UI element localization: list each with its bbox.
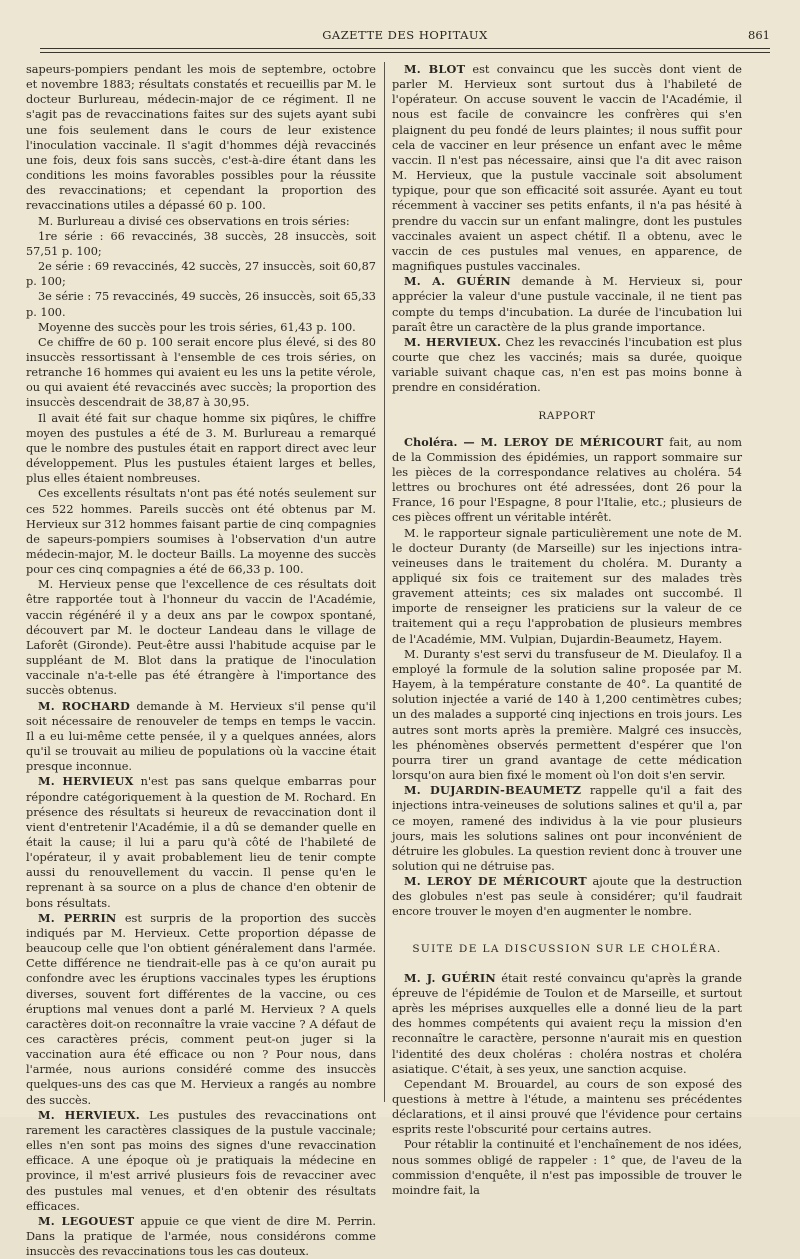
paragraph <box>392 1077 742 1138</box>
paragraph-text: 2e série : 69 revaccinés, 42 succès, 27 insuccès, soit 60,87 p. 100; <box>26 260 376 289</box>
paragraph-text: 3e série : 75 revaccinés, 49 succès, 26 insuccès, soit 65,33 p. 100. <box>26 290 376 319</box>
paragraph <box>26 62 376 214</box>
paragraph-text: Les pustules des revaccinations ont rarement les caractères classiques de la pustule vaccinale; elles n'en sont pas moins des signes d'une revaccination efficace. A une époque où je pratiquais la médecine en province, il m'est arrivé plusieurs fois de revacciner avec des pustules mal venues, et d'en obtenir des résultats efficaces. <box>26 1108 376 1213</box>
paragraph-text: M. le rapporteur signale particulièrement une note de M. le docteur Duranty (de Marseille) sur les injections intra-veineuses dans le traitement du choléra. M. Duranty a appliqué six fois ce traitement sur des malades très gravement atteints; ces six malades ont succombé. Il importe de renseigner les praticiens sur la valeur de ce traitement qui a reçu l'approbation de plusieurs membres de l'Académie, MM. Vulpian, Dujardin-Beaumetz, Hayem. <box>392 526 742 646</box>
paragraph-text: Ces excellents résultats n'ont pas été notés seulement sur ces 522 hommes. Pareils succès ont été obtenus par M. Hervieux sur 312 hommes faisant partie de cinq compagnies de sapeurs-pompiers soumises à l'observation d'un autre médecin-major, M. le docteur Baills. La moyenne des succès pour ces cinq compagnies a été de 66,33 p. 100. <box>26 487 376 577</box>
paragraph <box>26 1214 376 1259</box>
paragraph <box>26 911 376 1108</box>
speaker-name: M. LEROY DE MÉRICOURT <box>480 434 664 449</box>
paragraph-text: M. Hervieux pense que l'excellence de ces résultats doit être rapportée tout à l'honneur du vaccin de l'Académie, vaccin régénéré il y a deux ans par le cowpox spontané, découvert par M. le docteur Landeau dans le village de Laforêt (Gironde). Peut-être aussi l'habitude acquise par le suppléant de M. Blot dans la pratique de l'inoculation vaccinale n'a-t-elle pas été étrangère à l'importance des succès obtenus. <box>26 578 376 698</box>
paragraph <box>392 1137 742 1198</box>
speaker-name: M. A. GUÉRIN <box>404 274 511 289</box>
page-header <box>40 24 770 46</box>
speaker-name: M. PERRIN <box>38 910 117 925</box>
speaker-name: M. HERVIEUX. <box>38 1107 140 1122</box>
speaker-name: M. HERVIEUX. <box>404 334 502 349</box>
paragraph <box>392 526 742 647</box>
paragraph-text: Cependant M. Brouardel, au cours de son exposé des questions à mettre à l'étude, a maintenu ses précédentes déclarations, et il ainsi prouvé que l'évidence pour certains esprits reste l'obscurité pour certains autres. <box>392 1077 742 1137</box>
paragraph-text: Chez les revaccinés l'incubation est plus courte que chez les vaccinés; mais sa durée, quoique variable suivant chaque cas, n'en est pas moins bonne à prendre en considération. <box>392 335 742 395</box>
paragraph <box>26 699 376 775</box>
paragraph-text: Pour rétablir la continuité et l'enchaînement de nos idées, nous sommes obligé de rappeler : 1° que, de l'aveu de la commission d'enquête, il n'est pas impossible de trouver le moindre fait, la <box>392 1138 742 1197</box>
section-heading: SUITE DE LA DISCUSSION SUR LE CHOLÉRA. <box>412 942 722 955</box>
paragraph <box>392 647 742 783</box>
paragraph <box>26 320 376 335</box>
paragraph <box>392 274 742 335</box>
paragraph-text: demande à M. Hervieux s'il pense qu'il soit nécessaire de renouveler de temps en temps le vaccin. Il a eu lui-même cette pensée, il y a quelques années, alors qu'il se trouvait au milieu de populations où la vaccine était presque inconnue. <box>26 699 376 774</box>
paragraph-text: Il avait été fait sur chaque homme six piqûres, le chiffre moyen des pustules a été de 3. M. Burlureau a remarqué que le nombre des pustules était en rapport direct avec leur développement. Plus les pustules étaient larges et belles, plus elles étaient nombreuses. <box>26 411 376 486</box>
section-heading: RAPPORT <box>538 410 596 423</box>
speaker-name: M. BLOT <box>404 62 466 76</box>
speaker-name: M. LEGOUEST <box>38 1213 135 1228</box>
speaker-name: M. HERVIEUX <box>38 774 134 789</box>
paragraph-text: M. Duranty s'est servi du transfuseur de M. Dieulafoy. Il a employé la formule de la solution saline proposée par M. Hayem, à la température constante de 40°. La quantité de solution injectée a varié de 140 à 1,200 centimètres cubes; un des malades a supporté cinq injections en trois jours. Les autres sont morts après la première. Malgré ces insuccès, les phénomènes observés permettent d'espérer que l'on pourra tirer un grand avantage de cette médication lorsqu'on aura bien fixé le moment où l'on doit s'en servir. <box>392 647 742 783</box>
paragraph <box>392 783 742 874</box>
paragraph <box>26 289 376 319</box>
speaker-name: M. J. GUÉRIN <box>404 970 496 985</box>
paragraph <box>26 229 376 259</box>
paragraph <box>392 874 742 919</box>
paragraph-text: est convaincu que les succès dont vient de parler M. Hervieux sont surtout dus à l'habileté de l'opérateur. On accuse souvent le vaccin de l'Académie, il nous est facile de convaincre les confrères qui s'en plaignent du peu fondé de leurs plaintes; il nous suffit pour cela de vacciner en leur présence un enfant avec le même vaccin. Il n'est pas nécessaire, ainsi que l'a dit avec raison M. Hervieux, que la pustule vaccinale soit absolument typique, pour que son efficacité soit assurée. Ayant eu tout récemment à vacciner ses petits enfants, il n'a pas hésité à prendre du vaccin sur un enfant malingre, dont les pustules vaccinales avaient un aspect chétif. Il a obtenu, avec le vaccin de ces pustules mal venues, en apparence, de magnifiques pustules vaccinales. <box>392 63 742 274</box>
paragraph-text: sapeurs-pompiers pendant les mois de septembre, octobre et novembre 1883; résultats constatés et recueillis par M. le docteur Burlureau, médecin-major de ce régiment. Il ne s'agit pas de revaccinations faites sur des sujets ayant subi une fois seulement dans le cours de leur existence l'inoculation vaccinale. Il s'agit d'hommes déjà revaccinés une fois, deux fois sans succès, c'est-à-dire étant dans les conditions les moins favorables possibles pour la réussite des revaccinations; et cependant la proportion des revaccinations utiles a dépassé 60 p. 100. <box>26 63 376 213</box>
paragraph <box>26 335 376 411</box>
paragraph <box>26 259 376 289</box>
paragraph-text: demande à M. Hervieux si, pour apprécier la valeur d'une pustule vaccinale, il ne tient pas compte du temps d'incubation. La durée de l'incubation lui paraît être un caractère de la plus grande importance. <box>392 275 742 334</box>
speaker-name: M. DUJARDIN-BEAUMETZ <box>404 783 582 798</box>
header-rule <box>40 48 770 49</box>
paragraph-text: appuie ce que vient de dire M. Perrin. Dans la pratique de l'armée, nous considérons comme insuccès des revaccinations tous les cas douteux. <box>26 1214 377 1259</box>
paragraph-text: Ce chiffre de 60 p. 100 serait encore plus élevé, si des 80 insuccès ressortissant à l'ensemble de ces trois séries, on retranche 16 hommes qui avaient eu les uns la petite vérole, ou qui avaient été revaccinés avec succès; la proportion des insuccès descendrait de 38,87 à 30,95. <box>26 335 376 410</box>
paragraph-text: est surpris de la proportion des succès indiqués par M. Hervieux. Cette proportion dépasse de beaucoup celle que l'on obtient généralement dans l'armée. Cette différence ne tiendrait-elle pas à ce qu'on aurait pu confondre avec les éruptions vaccinales types les éruptions diverses, souvent fort différentes de la vaccine, ou ces éruptions mal venues dont a parlé M. Hervieux ? A quels caractères doit-on reconnaître la vraie vaccine ? A défaut de ces caractères précis, comment peut-on juger si la vaccination aura été efficace ou non ? Pour nous, dans l'armée, nous aurions considéré comme des insuccès quelques-uns des cas que M. Hervieux a rangés au nombre des succès. <box>26 911 376 1107</box>
journal-title: GAZETTE DES HOPITAUX <box>322 28 488 42</box>
paragraph <box>392 62 742 274</box>
paragraph <box>26 486 376 577</box>
right-column <box>392 62 742 1197</box>
paragraph-text: était resté convaincu qu'après la grande épreuve de l'épidémie de Toulon et de Marseille, et surtout après les méprises auxquelles elle a donné lieu de la part des hommes compétents qui avaient reçu la mission d'en reconnaître le caractère, personne n'aurait mis en question l'identité des deux choléras : choléra nostras et choléra asiatique. C'était, à ses yeux, une sanction acquise. <box>392 971 742 1076</box>
paragraph <box>26 411 376 487</box>
left-column <box>26 62 377 1259</box>
page-number: 861 <box>748 28 770 42</box>
column-divider <box>384 62 385 1102</box>
paragraph <box>26 1108 376 1214</box>
paragraph-text: n'est pas sans quelque embarras pour répondre catégoriquement à la question de M. Rochard. En présence des résultats si heureux de revaccination dont il vient d'entretenir l'Académie, il a dû se demander quelle en était la cause; il lui a paru qu'à côté de l'habileté de l'opérateur, il y avait probablement lieu de tenir compte aussi du renouvellement du vaccin. Il pense qu'en le reprenant à sa source on a plus de chance d'en obtenir de bons résultats. <box>26 775 376 910</box>
paragraph <box>392 971 742 1077</box>
paragraph-text: Moyenne des succès pour les trois séries, 61,43 p. 100. <box>38 320 356 334</box>
paragraph <box>392 335 742 396</box>
paragraph <box>26 577 376 698</box>
paragraph-text: rappelle qu'il a fait des injections intra-veineuses de solutions salines et qu'il a, par ce moyen, ramené des individus à la vie pour plusieurs jours, mais les solutions salines ont pour inconvénient de détruire les globules. La question revient donc à trouver une solution qui ne détruise pas. <box>392 784 742 873</box>
speaker-name: M. ROCHARD <box>38 698 130 713</box>
paragraph-text: 1re série : 66 revaccinés, 38 succès, 28 insuccès, soit 57,51 p. 100; <box>26 229 376 258</box>
paragraph-text: M. Burlureau a divisé ces observations en trois séries: <box>38 214 350 228</box>
paragraph-lead: Choléra. — <box>404 434 481 449</box>
paragraph <box>26 214 376 229</box>
paragraph <box>26 774 376 910</box>
speaker-name: M. LEROY DE MÉRICOURT <box>404 874 587 889</box>
paragraph-text: ajoute que la destruction des globules n'est pas seule à considérer; qu'il faudrait encore trouver le moyen d'en augmenter le nombre. <box>392 875 742 919</box>
paragraph <box>392 435 742 526</box>
header-rule-thin <box>40 52 770 53</box>
paragraph-text: fait, au nom de la Commission des épidémies, un rapport sommaire sur les pièces de la correspondance relatives au choléra. 54 lettres ou brochures ont été adressées, dont 26 pour la France, 16 pour l'Espagne, 8 pour l'Italie, etc.; plusieurs de ces pièces offrent un véritable intérêt. <box>392 435 742 525</box>
